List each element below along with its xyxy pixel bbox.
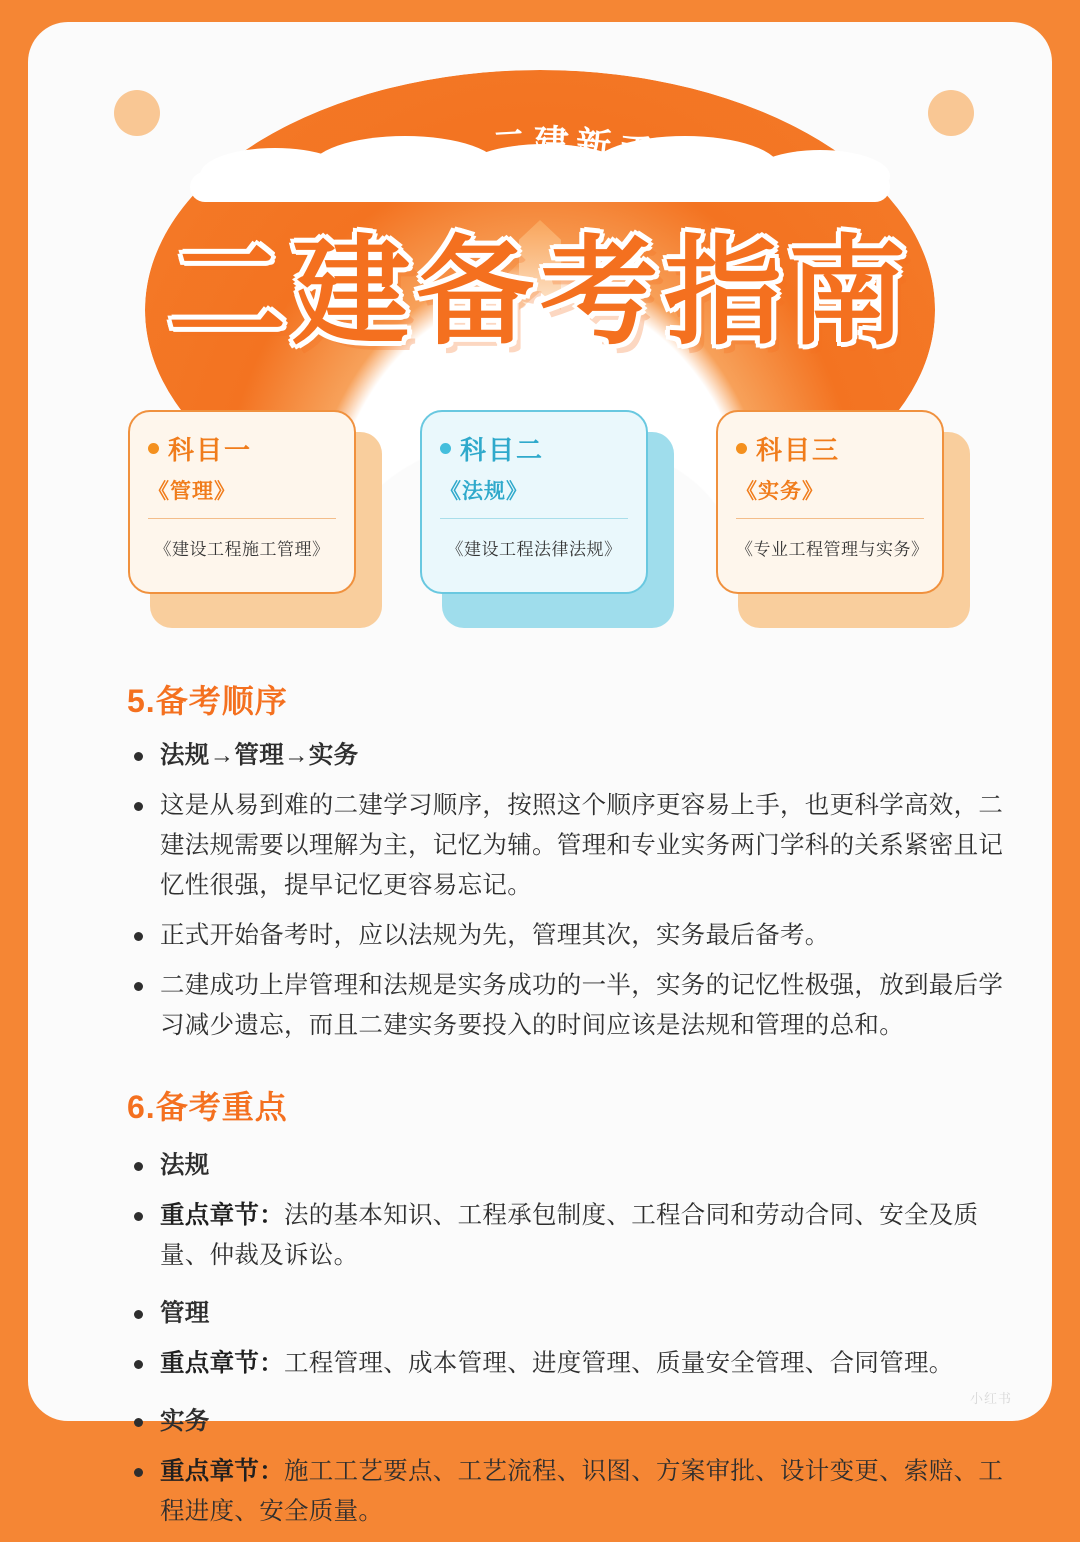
list-item: 这是从易到难的二建学习顺序，按照这个顺序更容易上手，也更科学高效，二建法规需要以理解为主，记忆为辅。管理和专业实务两门学科的关系紧密且记忆性很强，提早记忆更容易忘记。 <box>124 786 1004 906</box>
card-title-row <box>440 430 628 467</box>
list-item <box>124 1452 1004 1532</box>
card-divider <box>440 518 628 519</box>
dot-icon <box>148 443 159 454</box>
watermark-label: 小红书 <box>969 1391 1012 1406</box>
subject-short-name: 《管理》 <box>148 480 236 503</box>
subject-card-list <box>120 410 970 645</box>
page-title: 二建备考指南 <box>167 223 912 361</box>
subject-short-name: 《实务》 <box>736 480 824 503</box>
section-heading-6: 6.备考重点 <box>127 1089 288 1125</box>
subject-full-name: 《建设工程法律法规》 <box>446 540 622 559</box>
list-item: 管理 <box>124 1294 1004 1334</box>
arc-title-label: 2026 · 二建新手必看 <box>334 123 745 205</box>
list-item: 正式开始备考时，应以法规为先，管理其次，实务最后备考。 <box>124 916 1004 956</box>
list-item-text: 施工工艺要点、工艺流程、识图、方案审批、设计变更、索赔、工程进度、安全质量。 <box>160 1458 1004 1525</box>
dot-icon <box>736 443 747 454</box>
list-item: 法规→管理→实务 <box>124 736 1004 776</box>
subject-card-1[interactable] <box>128 410 376 640</box>
svg-text:2026 · 二建新手必看 <box>335 123 745 204</box>
poster-content <box>124 662 1004 1542</box>
list-item: 实务 <box>124 1402 1004 1442</box>
card-body <box>420 410 648 594</box>
subject-full-name: 《专业工程管理与实务》 <box>736 540 929 559</box>
card-title-row <box>148 430 336 467</box>
subject-card-2[interactable] <box>420 410 668 640</box>
list-item: 二建成功上岸管理和法规是实务成功的一半，实务的记忆性极强，放到最后学习减少遗忘，而且二建实务要投入的时间应该是法规和管理的总和。 <box>124 966 1004 1046</box>
dot-icon <box>440 443 451 454</box>
section-heading-5: 5.备考顺序 <box>127 683 288 719</box>
list-item-key: 重点章节： <box>160 1202 284 1229</box>
list-item-key: 重点章节： <box>160 1350 284 1377</box>
list-item: 法规 <box>124 1146 1004 1186</box>
card-divider <box>736 518 924 519</box>
poster-banner <box>28 22 1052 412</box>
subject-full-name: 《建设工程施工管理》 <box>154 540 330 559</box>
list-item-text: 法的基本知识、工程承包制度、工程合同和劳动合同、安全及质量、仲裁及诉讼。 <box>160 1202 979 1269</box>
card-body <box>128 410 356 594</box>
card-divider <box>148 518 336 519</box>
list-item-key: 重点章节： <box>160 1458 284 1485</box>
list-item-text: 工程管理、成本管理、进度管理、质量安全管理、合同管理。 <box>284 1350 954 1377</box>
card-body <box>716 410 944 594</box>
section-5-list <box>124 736 1004 1046</box>
subject-label: 科目二 <box>460 435 545 465</box>
list-item <box>124 1344 1004 1384</box>
section-6-list <box>124 1146 1004 1532</box>
subject-short-name: 《法规》 <box>440 480 528 503</box>
list-item <box>124 1196 1004 1276</box>
subject-label: 科目三 <box>756 435 841 465</box>
subject-label: 科目一 <box>168 435 253 465</box>
subject-card-3[interactable] <box>716 410 964 640</box>
poster-page <box>28 22 1052 1525</box>
card-title-row <box>736 430 924 467</box>
